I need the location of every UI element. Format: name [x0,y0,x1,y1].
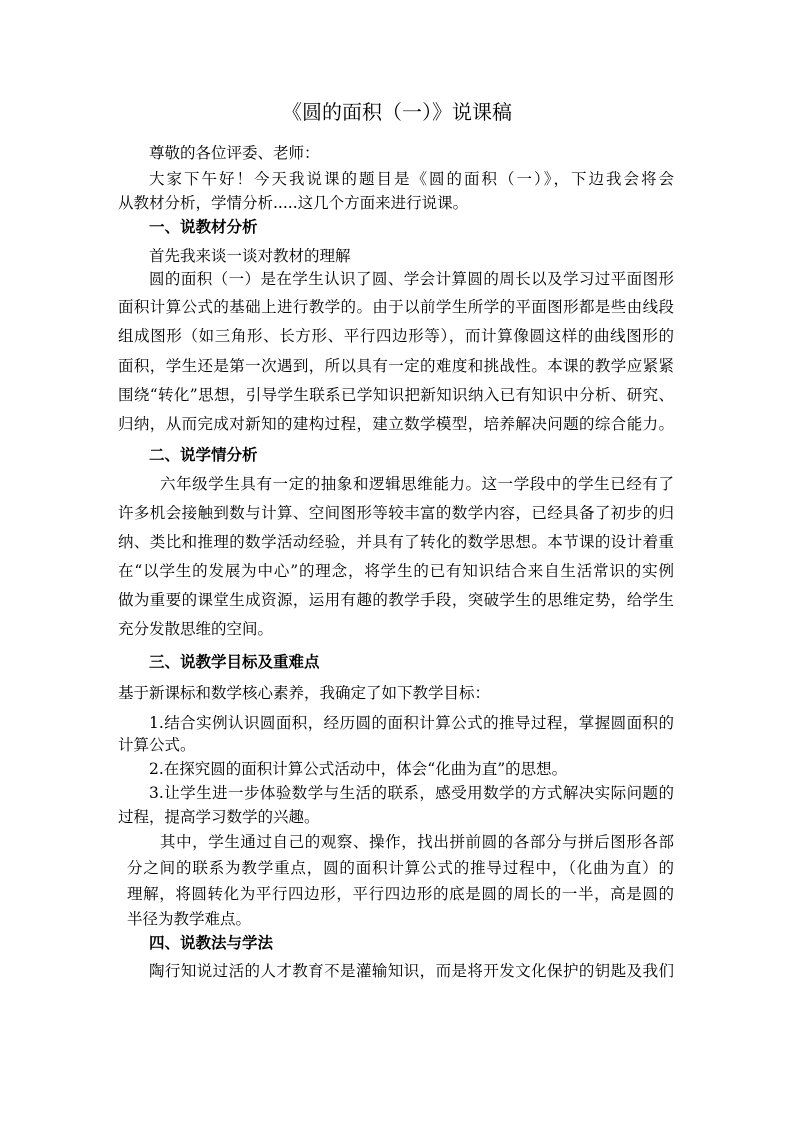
intro-line-2: 从教材分析，学情分析.....这几个方面来进行说课。 [118,194,469,212]
section1-line-4: 面积，学生还是第一次遇到，所以具有一定的难度和挑战性。本课的教学应紧紧 [118,357,674,375]
greeting: 尊敬的各位评委、老师： [149,144,320,162]
intro-line-1: 大家下午好！今天我说课的题目是《圆的面积（一）》，下边我会将会 [149,170,674,188]
keypoints-line-4: 半径为教学难点。 [127,910,252,928]
section2-line-3: 纳、类比和推理的数学活动经验，并具有了转化的数学思想。本节课的设计着重 [118,533,674,551]
keypoints-line-3: 理解，将圆转化为平行四边形，平行四边形的底是圆的周长的一半，高是圆的 [127,885,674,903]
section1-line-5: 围绕“转化”思想，引导学生联系已学知识把新知识纳入已有知识中分析、研究、 [118,386,674,404]
keypoints-line-2: 分之间的联系为教学重点，圆的面积计算公式的推导过程中，（化曲为直）的 [127,859,674,877]
goal3-line-1: 3.让学生进一步体验数学与生活的联系，感受用数学的方式解决实际问题的 [149,784,674,802]
section2-line-2: 许多机会接触到数与计算、空间图形等较丰富的数学内容，已经具备了初步的归 [118,504,674,522]
goal1-line-1: 1.结合实例认识圆面积，经历圆的面积计算公式的推导过程，掌握圆面积的 [149,714,674,732]
goal2-line: 2.在探究圆的面积计算公式活动中，体会“化曲为直”的思想。 [149,760,568,778]
section1-line-1: 圆的面积（一）是在学生认识了圆、学会计算圆的周长以及学习过平面图形 [149,270,674,288]
section1-line-2: 面积计算公式的基础上进行教学的。由于以前学生所学的平面图形都是些由线段 [118,298,674,316]
section2-heading: 二、说学情分析 [149,445,258,464]
section4-heading: 四、说教法与学法 [149,933,274,952]
section2-line-5: 做为重要的课堂生成资源，运用有趣的教学手段，突破学生的思维定势，给学生 [118,591,674,609]
section2-line-1: 六年级学生具有一定的抽象和逻辑思维能力。这一学段中的学生已经有了 [160,475,674,493]
section1-lead: 首先我来谈一谈对教材的理解 [149,247,351,265]
section4-line-1: 陶行知说过活的人才教育不是灌输知识，而是将开发文化保护的钥匙及我们 [149,962,674,980]
keypoints-line-1: 其中，学生通过自己的观察、操作，找出拼前圆的各部分与拼后图形各部 [160,833,674,851]
section3-lead: 基于新课标和数学核心素养，我确定了如下教学目标： [118,684,491,702]
section3-heading: 三、说教学目标及重难点 [149,652,320,671]
section2-line-6: 充分发散思维的空间。 [118,620,274,638]
goal3-line-2: 过程，提高学习数学的兴趣。 [118,808,320,826]
section1-line-3: 组成图形（如三角形、长方形、平行四边形等），而计算像圆这样的曲线图形的 [118,327,674,345]
document-title: 《圆的面积（一）》说课稿 [282,100,512,124]
goal1-line-2: 计算公式。 [118,736,196,754]
section1-line-6: 归纳，从而完成对新知的建构过程，建立数学模型，培养解决问题的综合能力。 [118,415,674,433]
section2-line-4: 在“以学生的发展为中心”的理念，将学生的已有知识结合来自生活常识的实例 [118,562,674,580]
section1-heading: 一、说教材分析 [149,217,258,236]
